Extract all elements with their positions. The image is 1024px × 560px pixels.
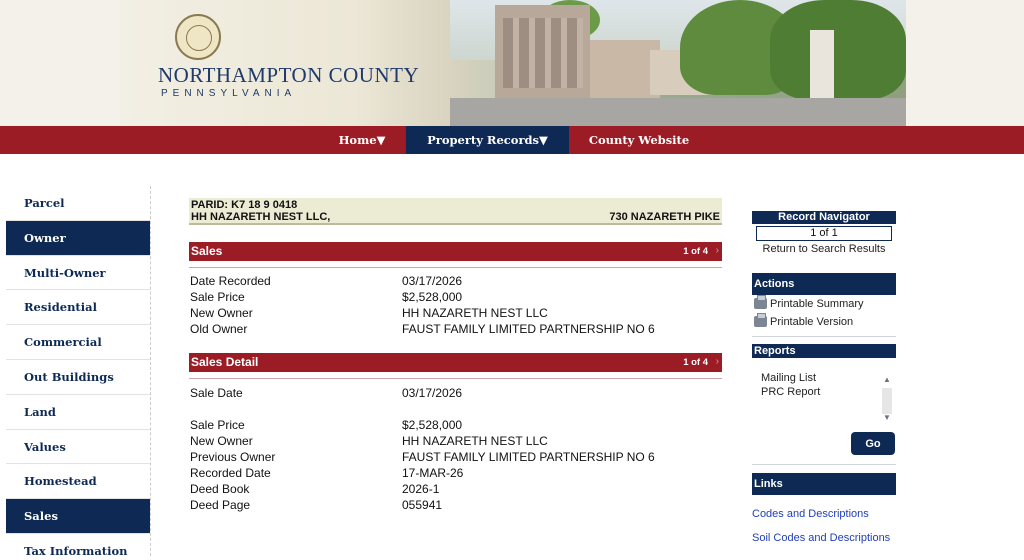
sidebar-item-homestead[interactable]: Homestead: [6, 464, 150, 499]
printer-icon: [754, 298, 767, 309]
codes-and-descriptions-link[interactable]: Codes and Descriptions: [752, 508, 869, 520]
parcel-id: PARID: K7 18 9 0418: [191, 199, 298, 211]
printable-version-label: Printable Version: [770, 316, 854, 328]
table-row: [190, 418, 720, 434]
field-label: Previous Owner: [190, 450, 276, 464]
sales-section-title: Sales: [191, 244, 223, 258]
table-row: [190, 322, 720, 338]
sidebar-divider: [150, 186, 151, 556]
scroll-up-icon[interactable]: ▲: [883, 375, 891, 384]
scroll-down-icon[interactable]: ▼: [883, 413, 891, 422]
divider: [189, 267, 722, 268]
table-row: [190, 306, 720, 322]
divider: [189, 378, 722, 379]
table-row: [190, 434, 720, 450]
table-row: [190, 290, 720, 306]
table-row: [190, 274, 720, 290]
table-row: [190, 386, 720, 402]
sidebar-item-owner[interactable]: Owner: [6, 221, 150, 256]
sidebar-item-multi-owner[interactable]: Multi-Owner: [6, 256, 150, 291]
sales-detail-section-title: Sales Detail: [191, 355, 259, 369]
field-value: HH NAZARETH NEST LLC: [402, 434, 548, 448]
field-value: 055941: [402, 498, 443, 512]
field-label: Recorded Date: [190, 466, 271, 480]
printable-version-link[interactable]: [754, 315, 896, 329]
sidebar-item-land[interactable]: Land: [6, 395, 150, 430]
printer-icon: [754, 316, 767, 327]
field-label: Sale Price: [190, 290, 245, 304]
field-value: $2,528,000: [402, 290, 463, 304]
parcel-owner: HH NAZARETH NEST LLC,: [191, 211, 331, 223]
field-label: Sale Date: [190, 386, 243, 400]
site-header: [0, 0, 1024, 126]
field-value: $2,528,000: [402, 418, 463, 432]
divider: [752, 464, 896, 465]
reports-listbox[interactable]: [752, 368, 896, 424]
nav-county-website[interactable]: County Website: [588, 133, 690, 147]
actions-title: Actions: [752, 273, 896, 295]
reports-title: Reports: [752, 344, 896, 358]
field-value: 2026-1: [402, 482, 440, 496]
sales-detail-record-count: 1 of 4: [683, 357, 708, 368]
field-label: New Owner: [190, 306, 253, 320]
field-value: 03/17/2026: [402, 386, 463, 400]
field-value: FAUST FAMILY LIMITED PARTNERSHIP NO 6: [402, 322, 655, 336]
field-value: FAUST FAMILY LIMITED PARTNERSHIP NO 6: [402, 450, 655, 464]
sidebar-item-residential[interactable]: Residential: [6, 290, 150, 325]
nav-home[interactable]: Home▼: [338, 133, 386, 147]
sidebar-item-values[interactable]: Values: [6, 430, 150, 465]
main-nav: [0, 126, 1024, 154]
county-name: NORTHAMPTON COUNTY: [158, 63, 420, 87]
record-navigator-title: Record Navigator: [752, 211, 896, 224]
return-to-search-link[interactable]: Return to Search Results: [762, 243, 886, 255]
printable-summary-label: Printable Summary: [770, 298, 864, 310]
sidebar: [6, 186, 150, 560]
field-label: New Owner: [190, 434, 253, 448]
table-row: [190, 466, 720, 482]
printable-summary-link[interactable]: [754, 297, 896, 311]
parcel-header: [189, 198, 722, 225]
soil-codes-and-descriptions-link[interactable]: Soil Codes and Descriptions: [752, 532, 891, 544]
divider: [752, 336, 896, 337]
field-label: Old Owner: [190, 322, 248, 336]
sales-detail-section-header: [189, 353, 722, 372]
table-row: [190, 498, 720, 514]
go-button[interactable]: Go: [851, 432, 895, 455]
next-record-icon[interactable]: ›: [715, 245, 719, 256]
sidebar-item-commercial[interactable]: Commercial: [6, 325, 150, 360]
table-row: [190, 450, 720, 466]
field-value: 03/17/2026: [402, 274, 463, 288]
report-option-mailing-list[interactable]: Mailing List: [761, 372, 817, 384]
sales-section-header: [189, 242, 722, 261]
state-name: PENNSYLVANIA: [161, 88, 297, 99]
sidebar-item-parcel[interactable]: Parcel: [6, 186, 150, 221]
field-label: Sale Price: [190, 418, 245, 432]
next-record-icon[interactable]: ›: [715, 356, 719, 367]
sidebar-item-out-buildings[interactable]: Out Buildings: [6, 360, 150, 395]
field-label: Deed Book: [190, 482, 250, 496]
field-label: Deed Page: [190, 498, 251, 512]
links-title: Links: [752, 473, 896, 495]
record-position: 1 of 1: [756, 226, 892, 241]
sales-record-count: 1 of 4: [683, 246, 708, 257]
scrollbar[interactable]: [882, 388, 892, 414]
field-label: Date Recorded: [190, 274, 271, 288]
field-value: HH NAZARETH NEST LLC: [402, 306, 548, 320]
field-value: 17-MAR-26: [402, 466, 464, 480]
report-option-prc-report[interactable]: PRC Report: [761, 386, 821, 398]
nav-property-records[interactable]: Property Records▼: [406, 126, 569, 154]
sidebar-item-sales[interactable]: Sales: [6, 499, 150, 534]
county-seal-icon: [175, 14, 221, 60]
parcel-address: 730 NAZARETH PIKE: [609, 211, 720, 223]
table-row: [190, 482, 720, 498]
sidebar-item-tax-information[interactable]: Tax Information: [6, 534, 150, 560]
